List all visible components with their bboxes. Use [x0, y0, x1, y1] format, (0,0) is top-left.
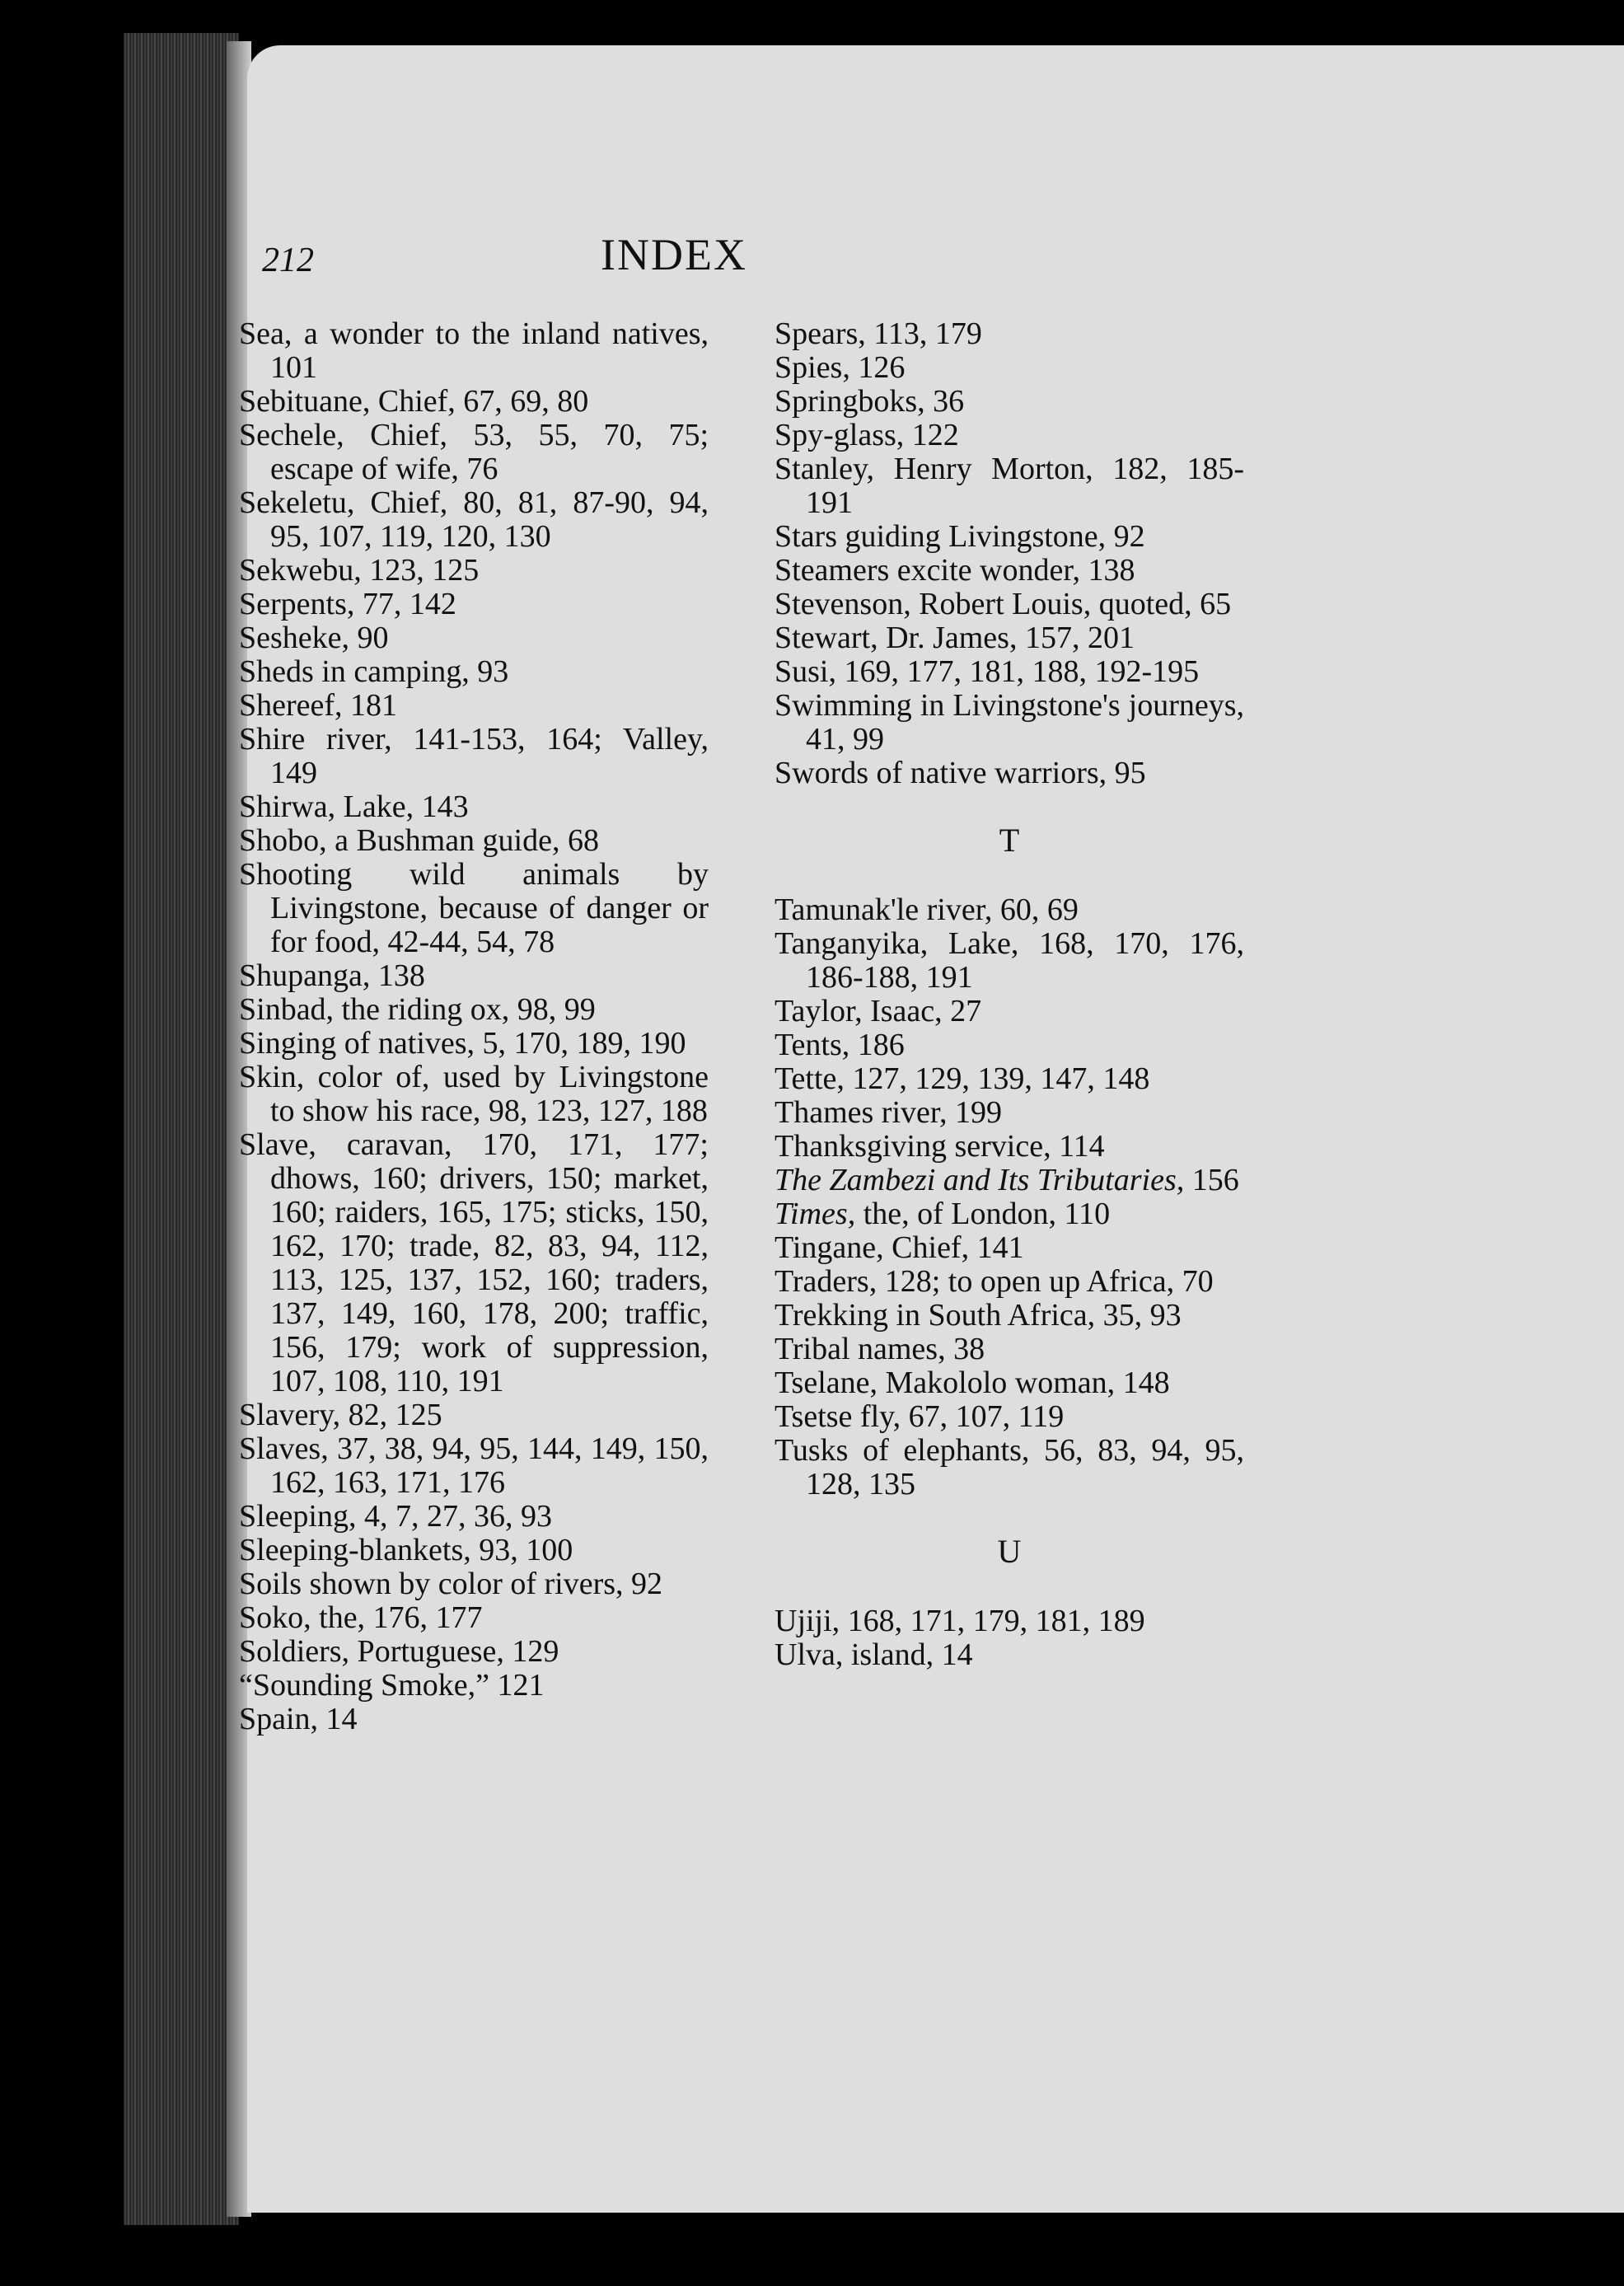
- index-column-left: [239, 317, 709, 1736]
- index-entry: Slavery, 82, 125: [239, 1398, 442, 1432]
- index-entry: Tamunak'le river, 60, 69: [775, 892, 1079, 927]
- index-entry: Tsetse fly, 67, 107, 119: [775, 1399, 1065, 1434]
- index-entry: Stanley, Henry Morton, 182, 185-191: [775, 452, 1244, 520]
- index-entry: Slaves, 37, 38, 94, 95, 144, 149, 150, 162, 163, 171, 176: [239, 1431, 709, 1500]
- index-column-right: [775, 317, 1244, 1672]
- index-entry: Tents, 186: [775, 1028, 905, 1062]
- index-entry: Stars guiding Livingstone, 92: [775, 519, 1145, 554]
- index-entry: [775, 1197, 1244, 1231]
- index-entry: Shirwa, Lake, 143: [239, 789, 469, 824]
- index-entry: Spears, 113, 179: [775, 316, 982, 351]
- index-entry: Tette, 127, 129, 139, 147, 148: [775, 1061, 1150, 1096]
- section-letter-t: T: [999, 822, 1020, 859]
- index-entry: Skin, color of, used by Livingstone to show his race, 98, 123, 127, 188: [239, 1060, 709, 1128]
- index-entry: Sheds in camping, 93: [239, 654, 509, 689]
- index-entry: Slave, caravan, 170, 171, 177; dhows, 160; drivers, 150; market, 160; raiders, 165, 175; sticks, 150, 162, 170; trade, 82, 83, 94, 112, 113, 125, 137, 152, 160; traders, 137, 149, 160, 178, 200; traffic, 156, 179; work of suppression, 107, 108, 110, 191: [239, 1127, 709, 1398]
- page-number: 212: [262, 241, 314, 279]
- index-entry: Soils shown by color of rivers, 92: [239, 1567, 663, 1601]
- index-entry: Shooting wild animals by Livingstone, because of danger or for food, 42-44, 54, 78: [239, 857, 709, 959]
- entry-pages: the, of London, 110: [855, 1197, 1111, 1231]
- index-entry: Shobo, a Bushman guide, 68: [239, 823, 599, 858]
- index-entry: Tselane, Makololo woman, 148: [775, 1366, 1170, 1400]
- index-entry: Stewart, Dr. James, 157, 201: [775, 621, 1135, 655]
- index-entry: Soko, the, 176, 177: [239, 1600, 483, 1635]
- page-title: INDEX: [601, 230, 747, 279]
- index-entry: [775, 1164, 1244, 1197]
- index-entry: Spy-glass, 122: [775, 418, 959, 452]
- book-title: The Zambezi and Its Tributaries,: [775, 1163, 1185, 1197]
- index-entry: Sebituane, Chief, 67, 69, 80: [239, 384, 589, 419]
- index-entry: Sleeping-blankets, 93, 100: [239, 1533, 573, 1567]
- newspaper-title: Times,: [775, 1197, 856, 1231]
- index-entry: Shupanga, 138: [239, 958, 425, 993]
- index-entry: Steamers excite wonder, 138: [775, 553, 1135, 588]
- index-entry: Sekeletu, Chief, 80, 81, 87-90, 94, 95, 107, 119, 120, 130: [239, 485, 709, 554]
- index-entry: Thames river, 199: [775, 1095, 1003, 1130]
- index-entry: Shereef, 181: [239, 688, 398, 723]
- index-entry: Serpents, 77, 142: [239, 587, 456, 621]
- index-entry: Singing of natives, 5, 170, 189, 190: [239, 1026, 686, 1061]
- index-entry: Ujiji, 168, 171, 179, 181, 189: [775, 1604, 1145, 1638]
- page-header: [262, 198, 1086, 280]
- index-entry: Thanksgiving service, 114: [775, 1129, 1105, 1164]
- index-entry: Sea, a wonder to the inland natives, 101: [239, 316, 709, 385]
- index-entry: Swimming in Livingstone's journeys, 41, 99: [775, 688, 1244, 757]
- index-entry: Sekwebu, 123, 125: [239, 553, 480, 588]
- section-letter-u: U: [997, 1533, 1022, 1570]
- index-entry: Shire river, 141-153, 164; Valley, 149: [239, 722, 709, 790]
- index-entry: Ulva, island, 14: [775, 1637, 973, 1672]
- index-entry: Soldiers, Portuguese, 129: [239, 1634, 559, 1669]
- index-entry: Susi, 169, 177, 181, 188, 192-195: [775, 654, 1200, 689]
- index-entry: Springboks, 36: [775, 384, 965, 419]
- entry-pages: 156: [1184, 1163, 1239, 1197]
- index-entry: Tingane, Chief, 141: [775, 1230, 1024, 1265]
- index-entry: Spies, 126: [775, 350, 906, 385]
- index-entry: Traders, 128; to open up Africa, 70: [775, 1264, 1214, 1299]
- index-entry: Trekking in South Africa, 35, 93: [775, 1298, 1182, 1333]
- index-entry: Tusks of elephants, 56, 83, 94, 95, 128, 135: [775, 1433, 1244, 1501]
- index-entry: Tribal names, 38: [775, 1332, 985, 1366]
- index-entry: Stevenson, Robert Louis, quoted, 65: [775, 587, 1232, 621]
- index-entry: Taylor, Isaac, 27: [775, 994, 982, 1028]
- index-entry: Swords of native warriors, 95: [775, 756, 1146, 790]
- index-entry: Sesheke, 90: [239, 621, 389, 655]
- index-entry: Sinbad, the riding ox, 98, 99: [239, 992, 596, 1027]
- index-entry: “Sounding Smoke,” 121: [239, 1668, 545, 1703]
- index-entry: Sechele, Chief, 53, 55, 70, 75; escape of wife, 76: [239, 418, 709, 486]
- index-entry: Sleeping, 4, 7, 27, 36, 93: [239, 1499, 552, 1534]
- page-edges: [124, 33, 239, 2225]
- index-entry: Spain, 14: [239, 1702, 358, 1736]
- index-entry: Tanganyika, Lake, 168, 170, 176, 186-188, 191: [775, 926, 1244, 995]
